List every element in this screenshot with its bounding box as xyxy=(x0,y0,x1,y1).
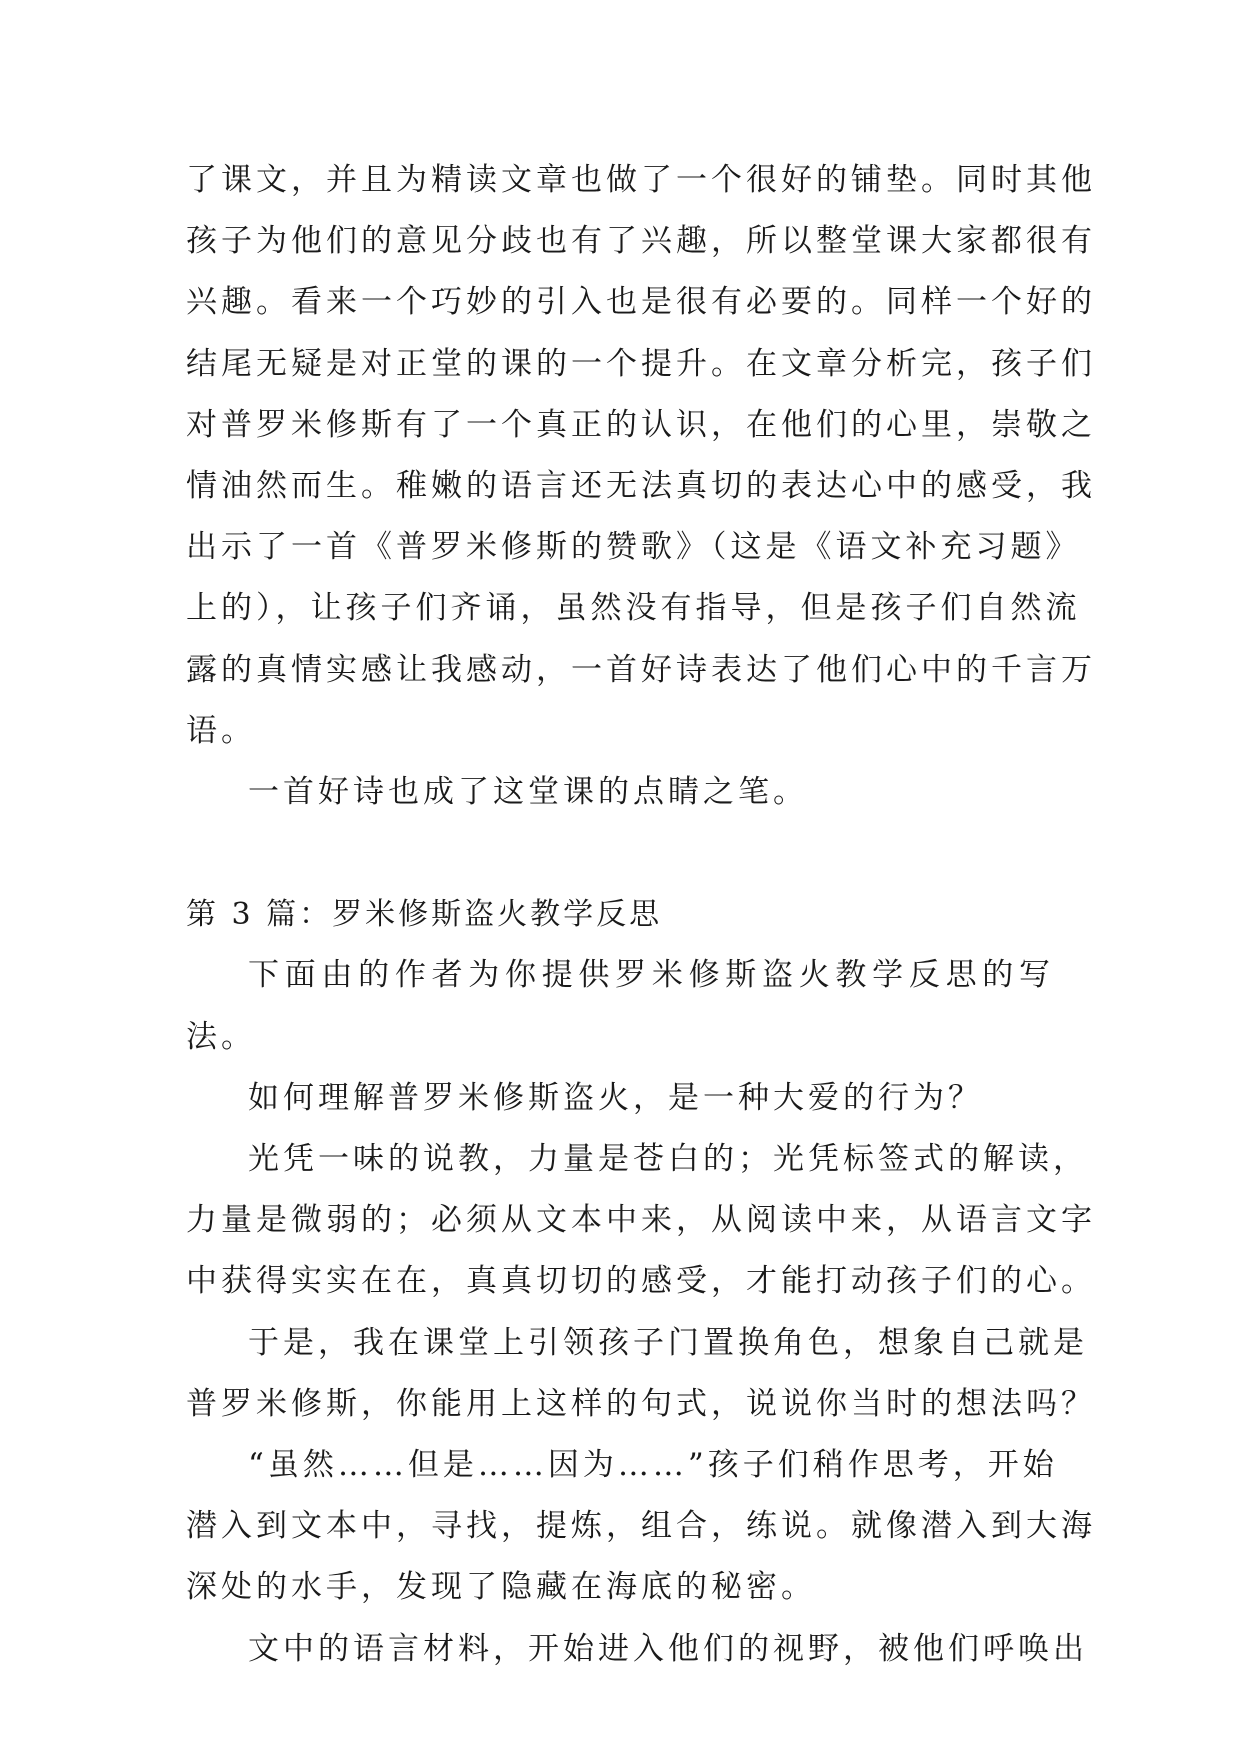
text-line: 光凭一味的说教，力量是苍白的；光凭标签式的解读， xyxy=(248,1141,1088,1178)
text-line: 普罗米修斯，你能用上这样的句式，说说你当时的想法吗？ xyxy=(186,1385,1096,1422)
paragraph-2: 一首好诗也成了这堂课的点睛之笔。 xyxy=(248,774,808,811)
text-line: 出示了一首《普罗米修斯的赞歌》（这是《语文补充习题》 xyxy=(186,529,1081,566)
text-line: 潜入到文本中，寻找，提炼，组合，练说。就像潜入到大海 xyxy=(186,1508,1096,1545)
text-line: 孩子为他们的意见分歧也有了兴趣，所以整堂课大家都很有 xyxy=(186,223,1096,260)
text-line: 语。 xyxy=(186,712,256,749)
text-line: 上的），让孩子们齐诵，虽然没有指导，但是孩子们自然流 xyxy=(186,590,1081,627)
paragraph-3: 下面由的作者为你提供罗米修斯盗火教学反思的写法。 xyxy=(186,957,1054,1055)
text-line: “虽然……但是……因为……”孩子们稍作思考，开始 xyxy=(248,1447,1058,1484)
text-line: 力量是微弱的；必须从文本中来，从阅读中来，从语言文字 xyxy=(186,1202,1096,1239)
paragraph-8 xyxy=(186,1619,1088,1680)
text-line: 兴趣。看来一个巧妙的引入也是很有必要的。同样一个好的 xyxy=(186,284,1096,321)
text-line: 深处的水手，发现了隐藏在海底的秘密。 xyxy=(186,1569,816,1606)
text-line: 露的真情实感让我感动，一首好诗表达了他们心中的千言万 xyxy=(186,651,1096,688)
section-gap xyxy=(186,823,1054,884)
text-line: 结尾无疑是对正堂的课的一个提升。在文章分析完，孩子们 xyxy=(186,345,1096,382)
text-line: 情油然而生。稚嫩的语言还无法真切的表达心中的感受，我 xyxy=(186,468,1096,505)
text-line: 对普罗米修斯有了一个真正的认识，在他们的心里，崇敬之 xyxy=(186,406,1096,443)
paragraph-5 xyxy=(186,1129,1096,1313)
paragraph-4: 如何理解普罗米修斯盗火，是一种大爱的行为？ xyxy=(248,1079,983,1116)
document-body xyxy=(186,150,1096,1680)
text-line: 于是，我在课堂上引领孩子门置换角色，想象自己就是 xyxy=(248,1324,1088,1361)
text-line: 了课文，并且为精读文章也做了一个很好的铺垫。同时其他 xyxy=(186,162,1096,198)
text-line: 中获得实实在在，真真切切的感受，才能打动孩子们的心。 xyxy=(186,1263,1096,1300)
section-title: 第 3 篇：罗米修斯盗火教学反思 xyxy=(186,897,663,933)
text-line: 文中的语言材料，开始进入他们的视野，被他们呼唤出 xyxy=(248,1630,1088,1667)
paragraph-1 xyxy=(186,150,1096,762)
paragraph-6 xyxy=(186,1313,1096,1435)
paragraph-7 xyxy=(186,1435,1096,1619)
